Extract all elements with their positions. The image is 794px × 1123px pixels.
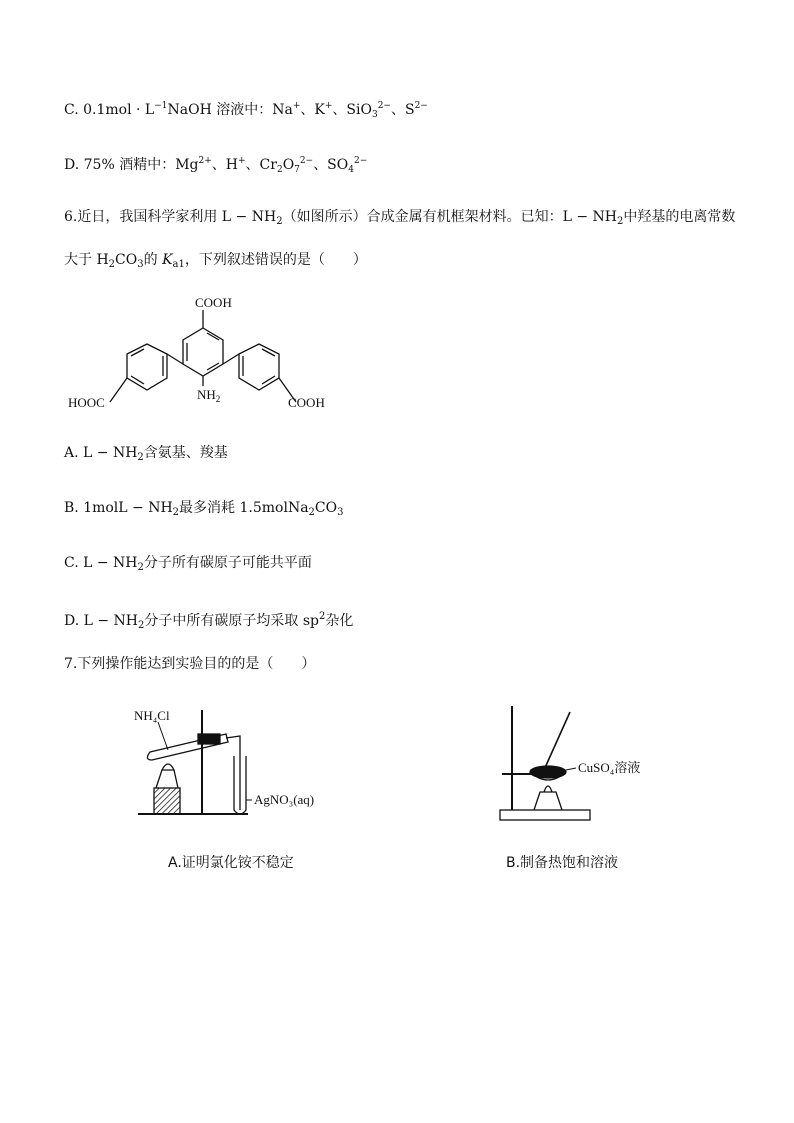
sub: 2 <box>308 507 315 518</box>
text: 分子中所有碳原子均采取 sp <box>144 613 319 629</box>
sup: −1 <box>154 101 168 111</box>
base-plate <box>500 810 590 820</box>
wood-block <box>154 788 180 814</box>
text: 中羟基的电离常数 <box>623 209 736 225</box>
text: 分子所有碳原子可能共平面 <box>143 555 312 571</box>
text: CO <box>314 500 338 516</box>
alcohol-lamp <box>534 792 562 810</box>
sub: 2 <box>137 452 144 463</box>
text: NaOH 溶液中：Na <box>167 102 293 118</box>
hooc-left-label: HOOC <box>68 395 105 410</box>
sub: 2 <box>137 562 144 573</box>
label-leader <box>158 722 168 750</box>
text: O <box>282 157 295 173</box>
cooh-right-label: COOH <box>288 395 325 410</box>
q7-stem <box>64 654 315 674</box>
q6-option-c <box>64 553 312 578</box>
text: 6.近日，我国科学家利用 L − NH <box>64 209 277 225</box>
sub: 4 <box>348 165 354 175</box>
text: 、SO <box>313 157 349 173</box>
text: 、K <box>300 102 325 118</box>
bond <box>110 378 127 402</box>
q6-stem-line1 <box>64 207 735 232</box>
sup: + <box>324 101 333 111</box>
text: 最多消耗 1.5molNa <box>179 500 309 516</box>
sup: + <box>238 156 246 166</box>
sup: 2− <box>414 101 428 111</box>
q6-option-a <box>64 443 228 468</box>
text: 含氨基、羧基 <box>143 445 228 461</box>
text: 的 <box>143 252 163 268</box>
sub: 2 <box>276 165 283 175</box>
figure-b-caption: B.制备热饱和溶液 <box>506 855 619 871</box>
double-bond <box>207 363 219 370</box>
text: ，下列叙述错误的是（ ） <box>184 252 367 268</box>
sub: 2 <box>616 216 624 227</box>
delivery-tube <box>226 736 240 810</box>
nh4cl-label: NH₄Cl <box>134 708 170 723</box>
glass-rod <box>544 712 570 770</box>
q5-option-d <box>64 151 367 180</box>
sup: 2− <box>377 101 391 111</box>
double-bond <box>262 376 275 384</box>
double-bond <box>262 349 275 356</box>
text: B. 1molL − NH <box>64 500 173 516</box>
text: 、S <box>390 102 415 118</box>
sub: 2 <box>172 507 180 518</box>
figure-a-caption: A.证明氯化铵不稳定 <box>168 855 294 871</box>
text: 、SiO <box>332 102 372 118</box>
sup: 2− <box>354 156 368 166</box>
text: A. L − NH <box>64 445 138 461</box>
nh-sub: 2 <box>215 394 221 404</box>
text: C. L − NH <box>64 555 138 571</box>
sup: 2− <box>299 156 314 166</box>
bond <box>167 354 183 364</box>
burner <box>156 770 178 788</box>
double-bond <box>131 376 144 384</box>
q6-stem-line2 <box>64 250 367 275</box>
figure-a-apparatus <box>128 700 358 830</box>
l-nh2-structure <box>60 290 350 415</box>
cooh-top-label: COOH <box>195 295 232 310</box>
agno3-label: AgNO₃(aq) <box>254 792 315 807</box>
flame <box>544 786 552 792</box>
text: 大于 H <box>64 252 109 268</box>
q5-option-c <box>64 96 428 125</box>
q6-option-b <box>64 498 344 523</box>
text: 、H <box>211 157 238 173</box>
sup: 2 <box>319 611 326 622</box>
text: （如图所示）合成金属有机框架材料。已知：L − NH <box>282 209 617 225</box>
sub: 7 <box>294 165 300 175</box>
sub: 3 <box>371 110 378 120</box>
bond <box>223 354 239 364</box>
figure-b-apparatus <box>494 700 674 830</box>
clamp <box>198 734 220 744</box>
text: D. 75% 酒精中：Mg <box>64 157 199 173</box>
cuso4-label: CuSO₄溶液 <box>578 760 641 775</box>
sup: + <box>292 101 301 111</box>
double-bond <box>131 349 144 356</box>
text: K <box>162 252 173 268</box>
central-ring <box>183 328 223 376</box>
label-leader <box>566 768 576 770</box>
sub: 2 <box>276 216 283 227</box>
sub: 3 <box>137 259 144 270</box>
sup: 2+ <box>198 156 212 166</box>
sub: a1 <box>172 259 185 270</box>
left-ring <box>127 344 167 390</box>
nh2-label <box>197 387 220 404</box>
text: 、Cr <box>245 157 277 173</box>
sub: 3 <box>337 507 344 518</box>
nh-text: NH <box>197 387 216 402</box>
flame <box>162 764 174 770</box>
text: 7.下列操作能达到实验目的的是（ ） <box>64 656 316 672</box>
sub: 2 <box>138 620 145 631</box>
sub: 2 <box>108 259 116 270</box>
text: CO <box>115 252 138 268</box>
text: C. 0.1mol · L <box>64 102 155 118</box>
right-ring <box>239 344 279 390</box>
text: 杂化 <box>325 613 354 629</box>
q6-option-d <box>64 607 353 636</box>
text: D. L − NH <box>64 613 139 629</box>
